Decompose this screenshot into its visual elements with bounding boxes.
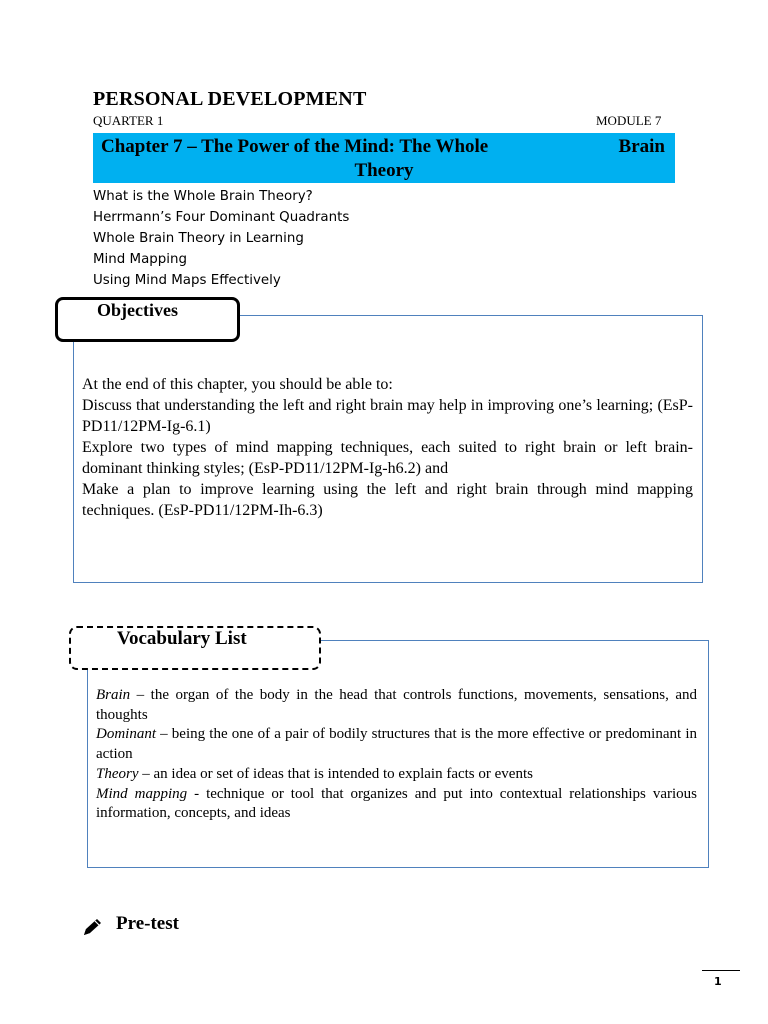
topic-item: What is the Whole Brain Theory?	[93, 189, 313, 204]
vocab-definition: – an idea or set of ideas that is intended to explain facts or events	[138, 765, 533, 782]
vocab-term: Theory	[96, 765, 139, 782]
pretest-label: Pre-test	[116, 913, 179, 934]
objectives-content	[82, 374, 693, 521]
chapter-title-line1-end: Brain	[618, 136, 665, 157]
pencil-icon	[82, 917, 104, 937]
topic-item: Whole Brain Theory in Learning	[93, 231, 304, 246]
objective-item: Explore two types of mind mapping techniques, each suited to right brain or left brain-dominant thinking styles; (EsP-PD11/12PM-Ig-h6.2) and	[82, 439, 693, 477]
vocabulary-content	[96, 686, 697, 824]
vocabulary-heading: Vocabulary List	[117, 628, 247, 649]
objectives-heading: Objectives	[97, 300, 178, 320]
module-label: MODULE 7	[596, 113, 662, 128]
quarter-label: QUARTER 1	[93, 113, 164, 128]
chapter-banner	[93, 133, 675, 183]
topic-item: Using Mind Maps Effectively	[93, 273, 281, 288]
footer-rule	[702, 970, 740, 971]
document-title: PERSONAL DEVELOPMENT	[93, 88, 367, 110]
chapter-title-line1: Chapter 7 – The Power of the Mind: The Whole	[101, 136, 489, 157]
vocab-term: Mind mapping	[96, 785, 188, 802]
chapter-title-line2: Theory	[354, 160, 414, 181]
vocab-entry	[96, 725, 697, 764]
topic-list	[93, 186, 349, 291]
vocab-term: Brain	[96, 687, 131, 703]
topic-item: Herrmann’s Four Dominant Quadrants	[93, 210, 350, 225]
vocabulary-heading-tab	[69, 626, 321, 670]
objective-item: Discuss that understanding the left and right brain may help in improving one’s learning; (EsP-PD11/12PM-Ig-6.1)	[82, 397, 693, 435]
vocab-entry	[96, 785, 697, 824]
vocab-definition: – being the one of a pair of bodily structures that is the more effective or predominant in action	[96, 726, 697, 763]
objectives-heading-tab	[55, 297, 240, 342]
vocab-definition: - technique or tool that organizes and put into contextual relationships various information, concepts, and ideas	[96, 785, 697, 822]
page-number: 1	[714, 975, 722, 988]
objective-item: Make a plan to improve learning using the left and right brain through mind mapping techniques. (EsP-PD11/12PM-Ih-6.3)	[82, 481, 693, 519]
vocab-entry	[96, 765, 697, 785]
vocab-definition: – the organ of the body in the head that controls functions, movements, sensations, and thoughts	[96, 687, 697, 723]
vocab-entry	[96, 686, 697, 725]
vocab-term: Dominant	[96, 726, 156, 743]
topic-item: Mind Mapping	[93, 252, 187, 267]
objectives-intro: At the end of this chapter, you should be able to:	[82, 376, 393, 393]
